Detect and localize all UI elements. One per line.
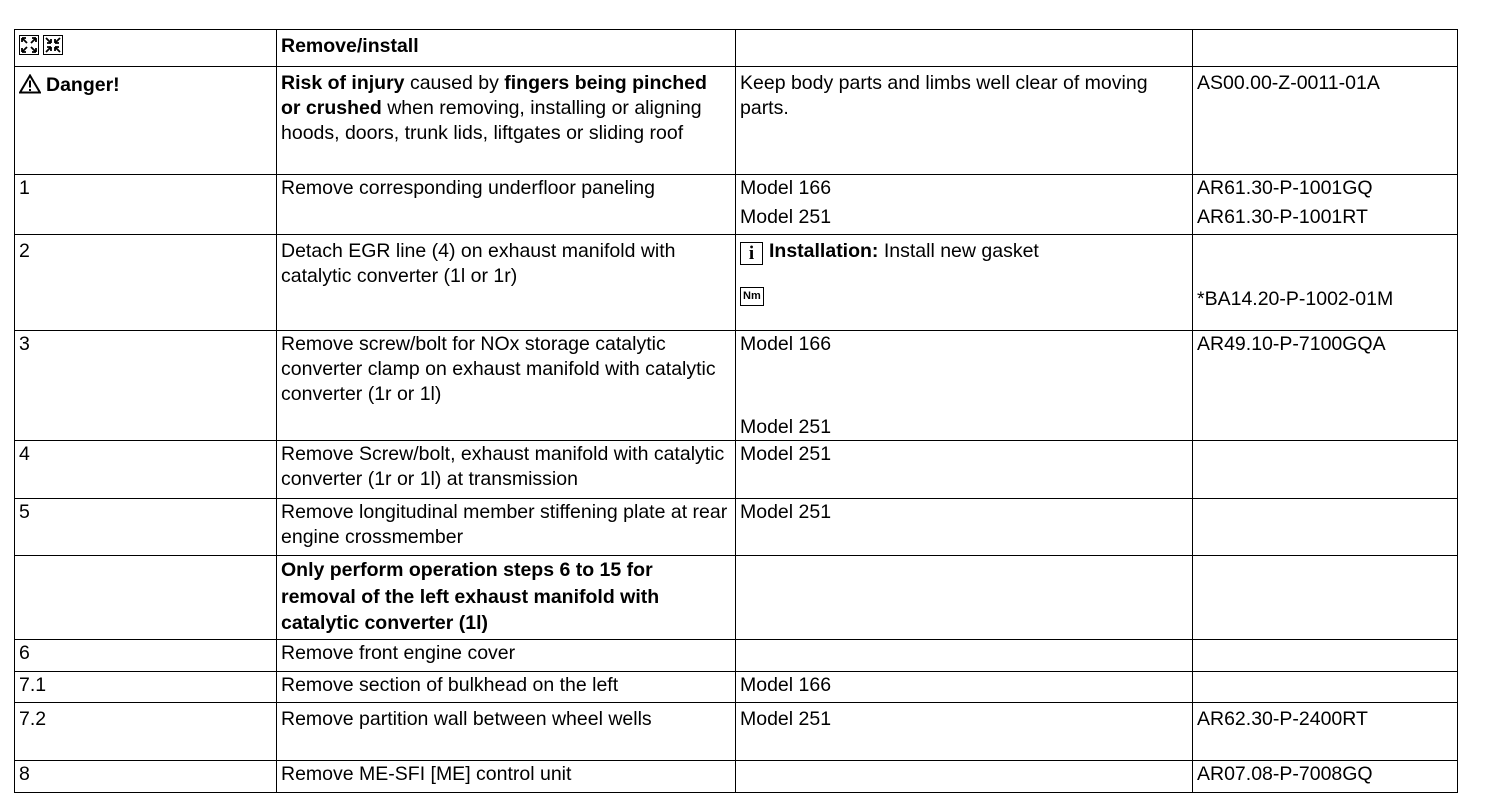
step-number: 6 — [15, 640, 277, 672]
step-install-cell — [736, 235, 1193, 331]
ref-link[interactable]: *BA14.20-P-1002-01M — [1197, 288, 1394, 310]
step-text: Remove ME-SFI [ME] control unit — [277, 761, 736, 793]
step-row — [15, 235, 1458, 331]
torque-nm-icon[interactable]: Nm — [740, 287, 764, 306]
model-label: Model 166 — [740, 177, 832, 199]
model-label: Model 251 — [736, 703, 1193, 761]
step-row — [15, 499, 1458, 556]
step-number: 3 — [15, 331, 277, 441]
empty-cell — [1193, 556, 1458, 640]
step-number: 4 — [15, 441, 277, 499]
step-ref-cell — [1193, 175, 1458, 235]
risk-bold-1: Risk of injury — [281, 72, 405, 94]
model-label: Model 251 — [736, 441, 1193, 499]
model-label: Model 166 — [740, 333, 832, 355]
ref-link[interactable]: AR62.30-P-2400RT — [1193, 703, 1458, 761]
installation-label: Installation: — [769, 240, 879, 262]
ref-link[interactable]: AR49.10-P-7100GQA — [1193, 331, 1458, 441]
step-text: Remove Screw/bolt, exhaust manifold with catalytic converter (1r or 1l) at transmission — [277, 441, 736, 499]
installation-text: Install new gasket — [878, 240, 1039, 262]
step-text: Remove front engine cover — [277, 640, 736, 672]
step-number: 5 — [15, 499, 277, 556]
header-icons-cell — [15, 30, 277, 67]
danger-measure: Keep body parts and limbs well clear of moving parts. — [736, 67, 1193, 175]
ref-link[interactable]: AR61.30-P-1001GQ — [1197, 177, 1373, 199]
step-row — [15, 672, 1458, 703]
step-row — [15, 331, 1458, 441]
step-text: Remove longitudinal member stiffening plate at rear engine crossmember — [277, 499, 736, 556]
note-row — [15, 556, 1458, 640]
empty-cell — [15, 556, 277, 640]
model-label: Model 166 — [736, 672, 1193, 703]
risk-bold-2: fingers being pinched or crushed — [281, 72, 707, 119]
step-text: Detach EGR line (4) on exhaust manifold with catalytic converter (1l or 1r) — [277, 235, 736, 331]
step-number: 2 — [15, 235, 277, 331]
step-number: 8 — [15, 761, 277, 793]
ref-link[interactable]: AR61.30-P-1001RT — [1197, 206, 1368, 228]
risk-text-2: when removing, installing or aligning hoods, doors, trunk lids, liftgates or sliding roof — [281, 97, 702, 144]
procedure-table — [14, 29, 1458, 793]
step-row — [15, 175, 1458, 235]
step-ref-cell — [1193, 235, 1458, 331]
danger-label: Danger! — [46, 74, 120, 96]
model-label: Model 251 — [740, 206, 832, 228]
info-icon: i — [740, 242, 763, 265]
empty-cell — [1193, 441, 1458, 499]
risk-text-1: caused by — [404, 72, 505, 94]
danger-risk-cell — [277, 67, 736, 175]
empty-cell — [1193, 672, 1458, 703]
empty-cell — [1193, 499, 1458, 556]
step-row — [15, 640, 1458, 672]
header-empty-cell — [736, 30, 1193, 67]
header-title: Remove/install — [277, 30, 736, 67]
step-number: 7.1 — [15, 672, 277, 703]
step-number: 7.2 — [15, 703, 277, 761]
header-empty-cell — [1193, 30, 1458, 67]
danger-ref-link[interactable]: AS00.00-Z-0011-01A — [1193, 67, 1458, 175]
empty-cell — [736, 556, 1193, 640]
step-row — [15, 441, 1458, 499]
warning-triangle-icon — [19, 74, 41, 94]
empty-cell — [1193, 640, 1458, 672]
empty-cell — [736, 640, 1193, 672]
step-model-cell — [736, 175, 1193, 235]
model-label: Model 251 — [736, 499, 1193, 556]
step-text: Remove partition wall between wheel wells — [277, 703, 736, 761]
collapse-arrows-icon[interactable] — [43, 35, 63, 55]
danger-row — [15, 67, 1458, 175]
expand-arrows-icon[interactable] — [19, 35, 39, 55]
note-text: Only perform operation steps 6 to 15 for removal of the left exhaust manifold with catalytic converter (1l) — [277, 556, 736, 640]
table-header-row — [15, 30, 1458, 67]
step-text: Remove corresponding underfloor paneling — [277, 175, 736, 235]
step-row — [15, 703, 1458, 761]
model-label: Model 251 — [740, 416, 832, 438]
step-text: Remove screw/bolt for NOx storage catalytic converter clamp on exhaust manifold with catalytic converter (1r or 1l) — [277, 331, 736, 441]
step-row — [15, 761, 1458, 793]
step-number: 1 — [15, 175, 277, 235]
empty-cell — [736, 761, 1193, 793]
ref-link[interactable]: AR07.08-P-7008GQ — [1193, 761, 1458, 793]
step-text: Remove section of bulkhead on the left — [277, 672, 736, 703]
step-model-cell — [736, 331, 1193, 441]
danger-label-cell — [15, 67, 277, 175]
